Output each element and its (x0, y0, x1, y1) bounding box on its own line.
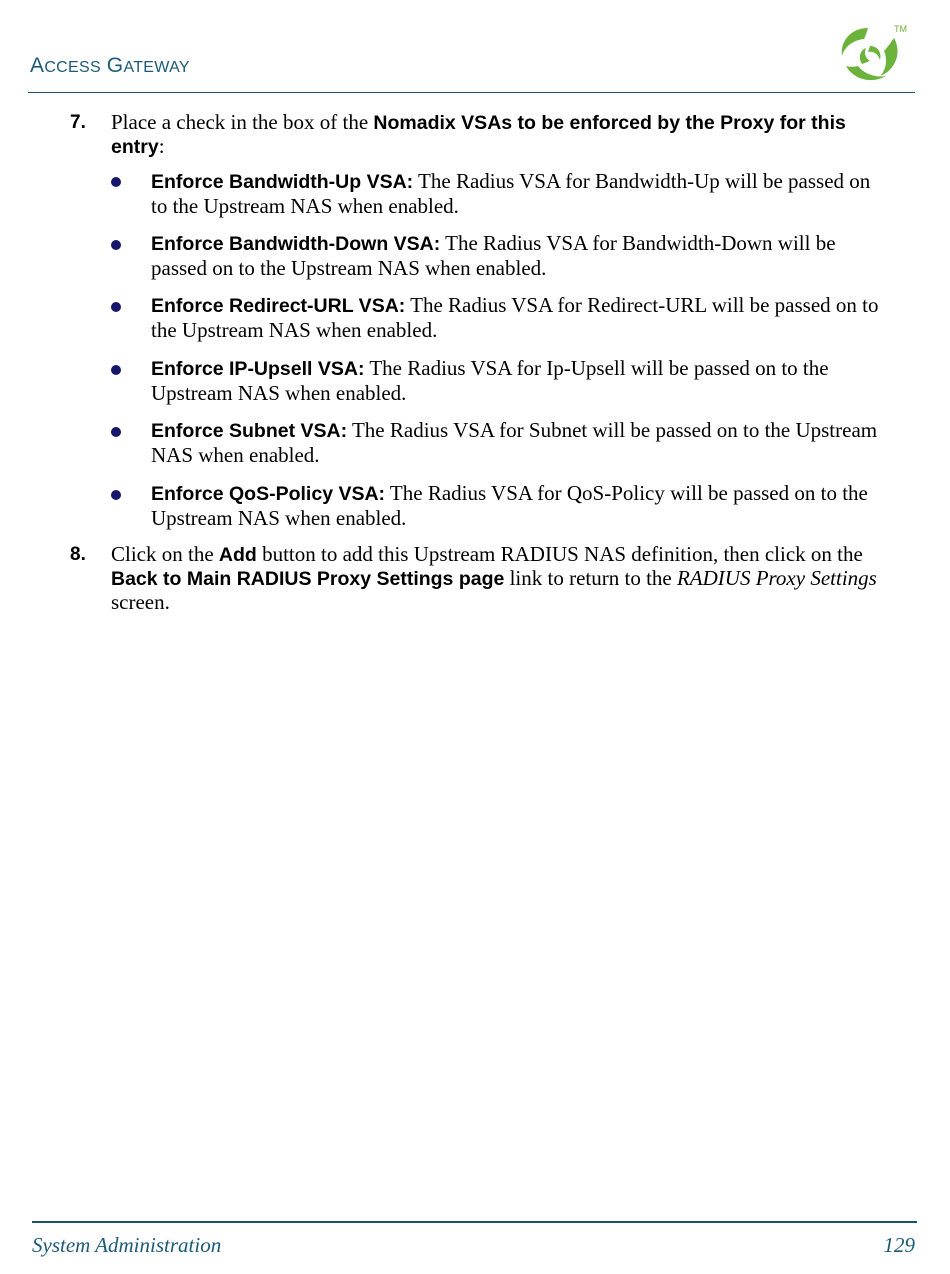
step-number: 8. (70, 544, 86, 565)
bullet-dot (111, 240, 121, 250)
bullet-dot (111, 490, 121, 500)
list-item: Enforce Subnet VSA: The Radius VSA for Subnet will be passed on to the Upstream NAS when enabled. (151, 418, 878, 467)
list-item: Enforce Bandwidth-Up VSA: The Radius VSA for Bandwidth-Up will be passed on to the Upstream NAS when enabled. (151, 169, 871, 218)
list-item: Enforce Redirect-URL VSA: The Radius VSA for Redirect-URL will be passed on to the Upstream NAS when enabled. (151, 293, 879, 342)
list-item: Enforce Bandwidth-Down VSA: The Radius VSA for Bandwidth-Down will be passed on to the Upstream NAS when enabled. (151, 231, 836, 280)
header-divider (28, 92, 915, 93)
swirl-logo-icon (832, 20, 912, 88)
bullet-dot (111, 427, 121, 437)
bullet-dot (111, 177, 121, 187)
page-number: 129 (883, 1233, 915, 1257)
footer-divider (32, 1221, 917, 1223)
bullet-dot (111, 365, 121, 375)
list-item: Enforce IP-Upsell VSA: The Radius VSA for Ip-Upsell will be passed on to the Upstream NAS when enabled. (151, 356, 829, 405)
step-number: 7. (70, 112, 86, 133)
header-title: ACCESS GATEWAY (30, 54, 190, 77)
footer-section-title: System Administration (32, 1233, 222, 1257)
trademark-mark: TM (894, 24, 907, 34)
step-7-text: Place a check in the box of the Nomadix VSAs to be enforced by the Proxy for this entry: (111, 110, 846, 158)
list-item: Enforce QoS-Policy VSA: The Radius VSA for QoS-Policy will be passed on to the Upstream NAS when enabled. (151, 481, 868, 530)
bullet-dot (111, 302, 121, 312)
step-8-text: Click on the Add button to add this Upstream RADIUS NAS definition, then click on the Back to Main RADIUS Proxy Settings page link to return to the RADIUS Proxy Settings screen. (111, 542, 877, 614)
